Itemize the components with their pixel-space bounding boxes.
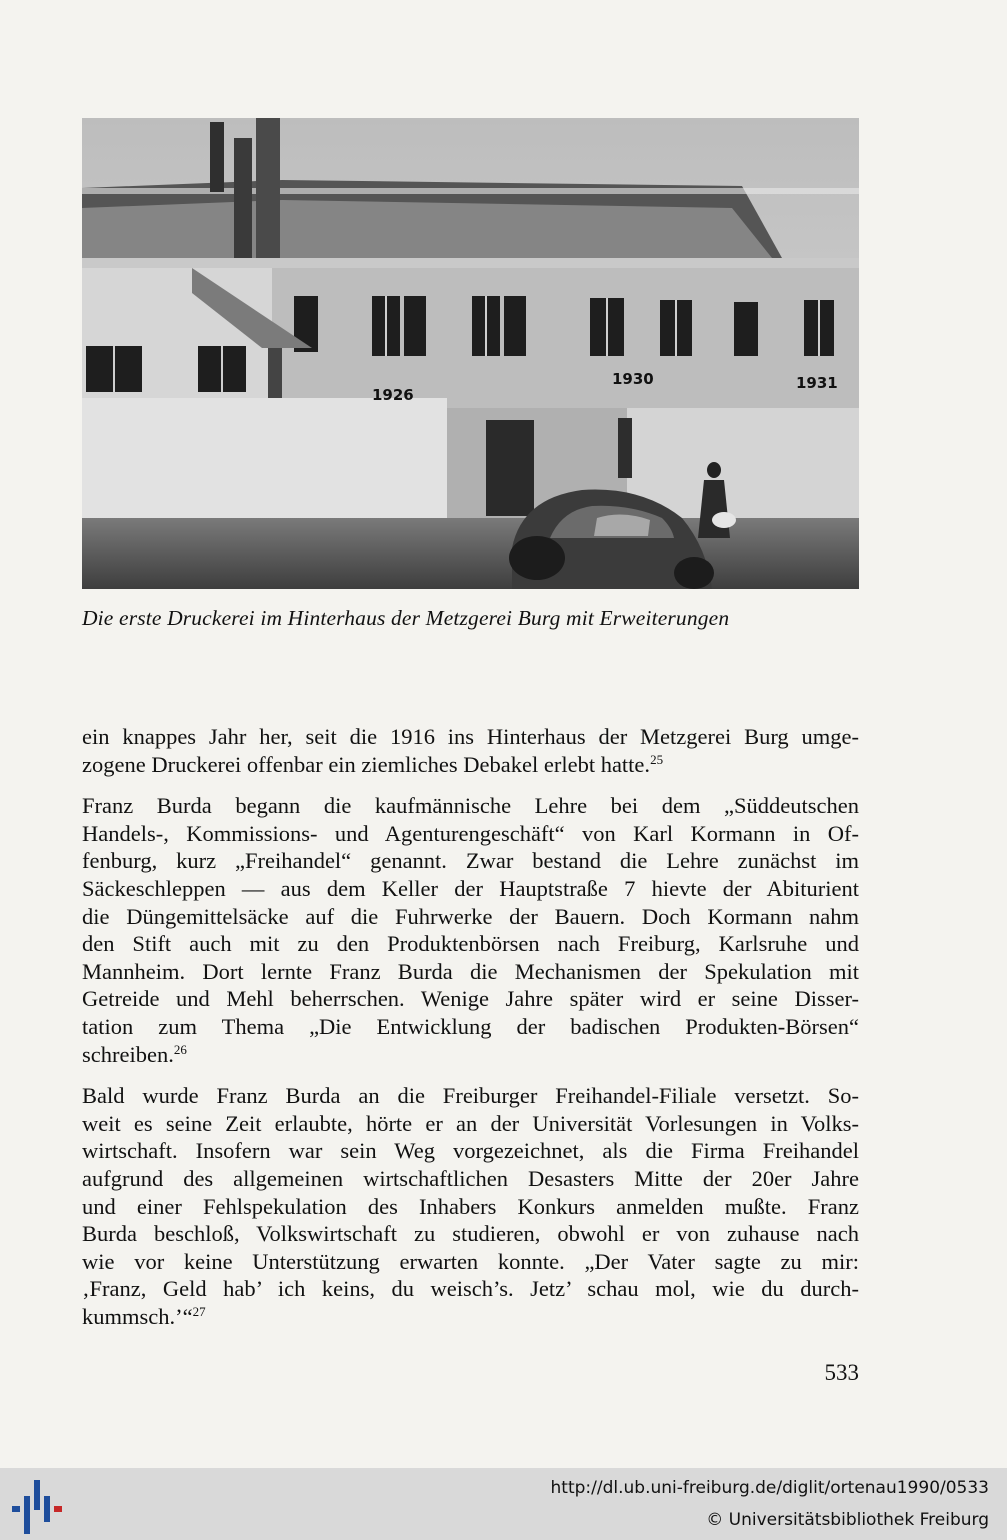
- text-line: wie vor keine Unterstützung erwarten konnte. „Der Vater sagte zu mir:: [82, 1248, 859, 1274]
- footnote-marker: 25: [650, 751, 664, 767]
- text-line: [82, 751, 859, 779]
- source-url[interactable]: http://dl.ub.uni-freiburg.de/diglit/ortenau1990/0533: [550, 1478, 989, 1498]
- text-line: [82, 1041, 859, 1069]
- text-line: tation zum Thema „Die Entwicklung der badischen Produkten-Börsen“: [82, 1013, 859, 1039]
- text-line: ‚Franz, Geld hab’ ich keins, du weisch’s. Jetz’ schau mol, wie du durch-: [82, 1276, 859, 1302]
- copyright-notice: © Universitätsbibliothek Freiburg: [706, 1510, 989, 1530]
- text-line: die Düngemittelsäcke auf die Fuhrwerke der Bauern. Doch Kormann nahm: [82, 903, 859, 929]
- photo-printing-house: [82, 118, 859, 589]
- footer-bar: [0, 1468, 1007, 1540]
- text-line: ein knappes Jahr her, seit die 1916 ins Hinterhaus der Metzgerei Burg umge-: [82, 724, 859, 749]
- text-line: aufgrund des allgemeinen wirtschaftlichen Desasters Mitte der 20er Jahre: [82, 1165, 859, 1191]
- text-line: Säckeschleppen — aus dem Keller der Hauptstraße 7 hievte der Abiturient: [82, 875, 859, 901]
- body-text: [82, 723, 859, 1344]
- library-logo-icon: [12, 1476, 64, 1534]
- text-line: und einer Fehlspekulation des Inhabers Konkurs anmelden mußte. Franz: [82, 1193, 859, 1219]
- text-line: weit es seine Zeit erlaubte, hörte er an der Universität Vorlesungen in Volks-: [82, 1110, 859, 1136]
- photo-caption: Die erste Druckerei im Hinterhaus der Metzgerei Burg mit Erweiterungen: [82, 606, 730, 630]
- text-line-content: kummsch.’“: [82, 1303, 193, 1329]
- photo-label-1930: 1930: [612, 370, 654, 388]
- paragraph-1: [82, 723, 859, 778]
- text-line: Mannheim. Dort lernte Franz Burda die Mechanismen der Spekulation mit: [82, 958, 859, 984]
- text-line: [82, 1303, 859, 1331]
- text-line: Bald wurde Franz Burda an die Freiburger Freihandel-Filiale versetzt. So-: [82, 1083, 859, 1109]
- text-line-content: zogene Druckerei offenbar ein ziemliches Debakel erlebt hatte.: [82, 751, 651, 777]
- photo-label-1926: 1926: [372, 386, 414, 404]
- photo-illustration: [82, 118, 859, 589]
- text-line: fenburg, kurz „Freihandel“ genannt. Zwar bestand die Lehre zunächst im: [82, 848, 859, 874]
- footnote-marker: 26: [173, 1041, 187, 1057]
- paragraph-3: [82, 1082, 859, 1330]
- page-number: 533: [824, 1360, 859, 1385]
- footnote-marker: 27: [192, 1303, 206, 1319]
- photo-label-1931: 1931: [796, 374, 838, 392]
- text-line: Franz Burda begann die kaufmännische Lehre bei dem „Süddeutschen: [82, 793, 859, 819]
- text-line: den Stift auch mit zu den Produktenbörsen nach Freiburg, Karlsruhe und: [82, 931, 859, 957]
- text-line: Getreide und Mehl beherrschen. Wenige Jahre später wird er seine Disser-: [82, 986, 859, 1012]
- text-line-content: schreiben.: [82, 1041, 174, 1067]
- text-line: Burda beschloß, Volkswirtschaft zu studieren, obwohl er von zuhause nach: [82, 1221, 859, 1247]
- text-line: wirtschaft. Insofern war sein Weg vorgezeichnet, als die Firma Freihandel: [82, 1138, 859, 1164]
- paragraph-2: [82, 792, 859, 1068]
- text-line: Handels-, Kommissions- und Agenturengeschäft“ von Karl Kormann in Of-: [82, 820, 859, 846]
